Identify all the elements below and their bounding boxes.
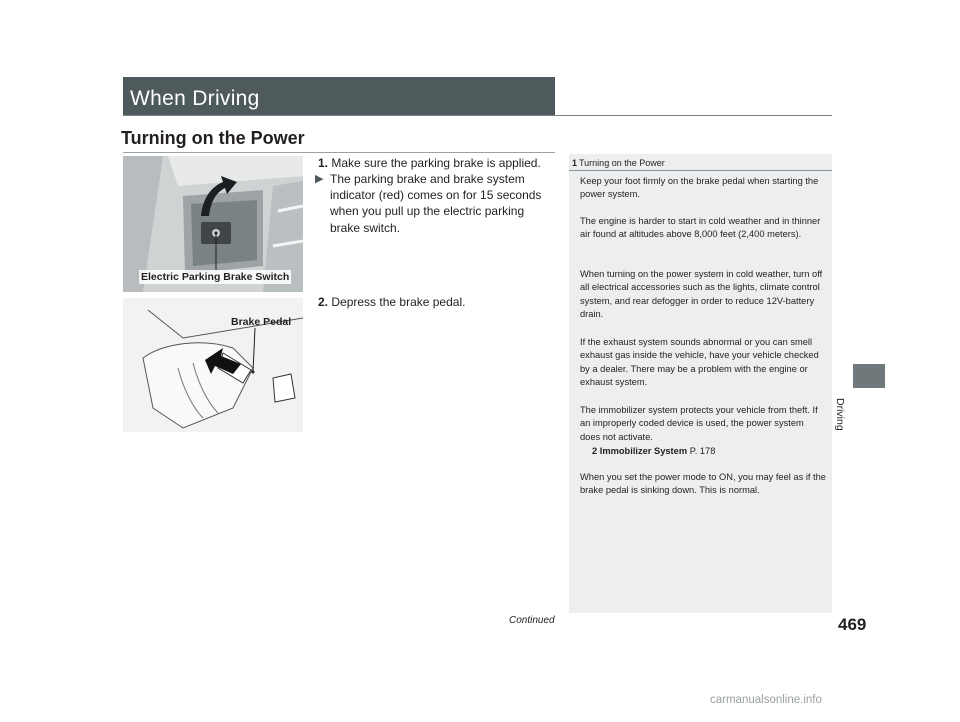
side-note-paragraph: When turning on the power system in cold weather, turn off all electrical accessories such as the lights, climate control system, and rear defogger in order to reduce 12V-battery drain. [580, 269, 823, 320]
brake-pedal-label: Brake Pedal [231, 316, 292, 328]
side-note-heading-text: Turning on the Power [579, 158, 665, 168]
side-note-paragraph: Keep your foot firmly on the brake pedal when starting the power system. [580, 176, 819, 200]
step-1-substep-text: The parking brake and brake system indicator (red) comes on for 15 seconds when you pull up the electric parking brake switch. [330, 172, 542, 235]
xref-page: P. 178 [689, 446, 716, 456]
brake-pedal-illustration [123, 298, 303, 432]
section-divider [123, 152, 555, 153]
step-1-substep [315, 171, 554, 236]
side-note-divider [569, 170, 832, 171]
chapter-tab-label-text: Driving [834, 398, 846, 431]
side-note-marker: 1 [572, 158, 578, 168]
step-2-text: Depress the brake pedal. [331, 295, 466, 309]
step-2-number: 2. [318, 295, 329, 309]
parking-brake-label: Electric Parking Brake Switch [141, 271, 290, 283]
arrow-right-icon: ▶ [315, 173, 324, 185]
parking-brake-illustration [123, 156, 303, 292]
step-1-text: Make sure the parking brake is applied. [331, 156, 541, 170]
immobilizer-xref[interactable] [592, 445, 822, 458]
chapter-divider [123, 115, 832, 116]
chapter-tab [853, 364, 885, 388]
watermark: carmanualsonline.info [710, 694, 822, 706]
chapter-title: When Driving [130, 87, 260, 110]
xref-title[interactable]: Immobilizer System [599, 446, 688, 456]
step-2 [318, 294, 558, 310]
side-note-paragraph: The engine is harder to start in cold weather and in thinner air found at altitudes above 8,000 feet (2,400 meters). [580, 216, 821, 240]
step-1-number: 1. [318, 156, 329, 170]
chapter-tab-label [834, 398, 846, 444]
continued-label: Continued [509, 615, 555, 626]
side-note-paragraph: If the exhaust system sounds abnormal or you can smell exhaust gas inside the vehicle, have your vehicle checked by a dealer. There may be a problem with the engine or exhaust system. [580, 337, 819, 388]
xref-marker: 2 [592, 446, 598, 456]
page-number: 469 [838, 615, 867, 634]
step-1 [318, 155, 558, 171]
side-note-paragraph: When you set the power mode to ON, you may feel as if the brake pedal is sinking down. This is normal. [580, 472, 826, 496]
side-note-heading [572, 158, 665, 168]
section-title: Turning on the Power [121, 128, 305, 148]
side-note-paragraph: The immobilizer system protects your vehicle from theft. If an improperly coded device is used, the power system does not activate. [580, 405, 818, 442]
